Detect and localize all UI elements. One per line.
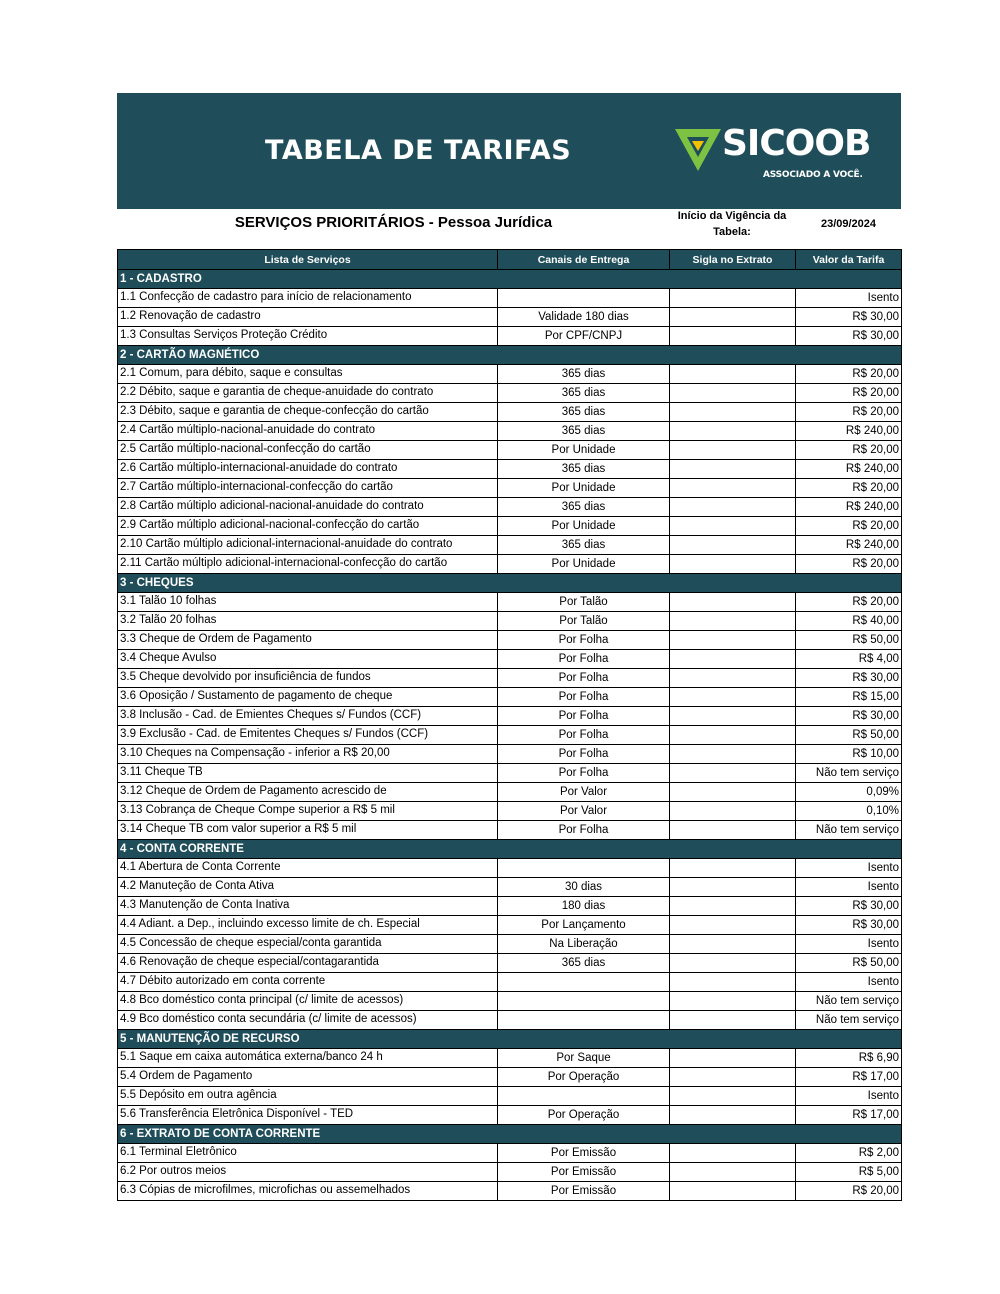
statement-code-cell [670,365,796,384]
service-name-cell: 2.2 Débito, saque e garantia de cheque-anuidade do contrato [118,384,498,403]
delivery-channel-cell: Por Folha [498,650,670,669]
service-name-cell: 6.2 Por outros meios [118,1163,498,1182]
tariff-value-cell: R$ 15,00 [796,688,902,707]
table-row [118,327,902,346]
table-row [118,916,902,935]
tariff-value-cell: Não tem serviço [796,1011,902,1030]
table-row [118,1106,902,1125]
table-row [118,650,902,669]
delivery-channel-cell: Por Folha [498,688,670,707]
service-name-cell: 5.1 Saque em caixa automática externa/banco 24 h [118,1049,498,1068]
delivery-channel-cell: 365 dias [498,384,670,403]
statement-code-cell [670,612,796,631]
table-row [118,1068,902,1087]
table-row [118,289,902,308]
statement-code-cell [670,327,796,346]
tariff-value-cell: R$ 10,00 [796,745,902,764]
service-name-cell: 3.12 Cheque de Ordem de Pagamento acrescido de [118,783,498,802]
tariff-value-cell: R$ 20,00 [796,384,902,403]
delivery-channel-cell: 365 dias [498,954,670,973]
section-header-row [118,270,902,289]
delivery-channel-cell: Por Folha [498,631,670,650]
table-row [118,935,902,954]
delivery-channel-cell: Por Valor [498,802,670,821]
table-row [118,669,902,688]
statement-code-cell [670,897,796,916]
statement-code-cell [670,384,796,403]
statement-code-cell [670,935,796,954]
statement-code-cell [670,308,796,327]
statement-code-cell [670,631,796,650]
delivery-channel-cell: Por Saque [498,1049,670,1068]
service-name-cell: 2.5 Cartão múltiplo-nacional-confecção do cartão [118,441,498,460]
service-name-cell: 2.1 Comum, para débito, saque e consultas [118,365,498,384]
delivery-channel-cell [498,289,670,308]
service-name-cell: 6.1 Terminal Eletrônico [118,1144,498,1163]
tariff-value-cell: Não tem serviço [796,764,902,783]
column-header-servicos: Lista de Serviços [118,250,498,270]
logo-tagline: ASSOCIADO A VOCÊ. [763,170,863,180]
tariff-value-cell: Isento [796,859,902,878]
service-name-cell: 2.4 Cartão múltiplo-nacional-anuidade do contrato [118,422,498,441]
delivery-channel-cell: Por Folha [498,669,670,688]
table-row [118,384,902,403]
delivery-channel-cell: Por CPF/CNPJ [498,327,670,346]
table-row [118,688,902,707]
service-name-cell: 2.7 Cartão múltiplo-internacional-confecção do cartão [118,479,498,498]
table-row [118,517,902,536]
tariff-value-cell: R$ 20,00 [796,593,902,612]
tariff-value-cell: R$ 50,00 [796,631,902,650]
service-name-cell: 1.3 Consultas Serviços Proteção Crédito [118,327,498,346]
section-header-row [118,346,902,365]
table-row [118,878,902,897]
tariff-value-cell: R$ 30,00 [796,327,902,346]
tariff-value-cell: R$ 30,00 [796,308,902,327]
service-name-cell: 3.6 Oposição / Sustamento de pagamento de cheque [118,688,498,707]
delivery-channel-cell [498,973,670,992]
service-name-cell: 4.5 Concessão de cheque especial/conta garantida [118,935,498,954]
tariff-value-cell: R$ 20,00 [796,555,902,574]
section-header-row [118,1030,902,1049]
table-row [118,726,902,745]
service-name-cell: 4.4 Adiant. a Dep., incluindo excesso limite de ch. Especial [118,916,498,935]
delivery-channel-cell: 365 dias [498,498,670,517]
statement-code-cell [670,555,796,574]
statement-code-cell [670,821,796,840]
delivery-channel-cell: 180 dias [498,897,670,916]
statement-code-cell [670,859,796,878]
table-row [118,612,902,631]
statement-code-cell [670,536,796,555]
service-name-cell: 4.2 Manuteção de Conta Ativa [118,878,498,897]
delivery-channel-cell: Por Folha [498,745,670,764]
table-row [118,555,902,574]
delivery-channel-cell: Por Emissão [498,1163,670,1182]
delivery-channel-cell [498,859,670,878]
statement-code-cell [670,992,796,1011]
statement-code-cell [670,764,796,783]
table-row [118,1182,902,1201]
delivery-channel-cell: Por Emissão [498,1144,670,1163]
service-name-cell: 3.3 Cheque de Ordem de Pagamento [118,631,498,650]
service-name-cell: 2.9 Cartão múltiplo adicional-nacional-confecção do cartão [118,517,498,536]
delivery-channel-cell: Por Unidade [498,441,670,460]
tariff-value-cell: Não tem serviço [796,821,902,840]
tariff-value-cell: R$ 30,00 [796,669,902,688]
section-title: 4 - CONTA CORRENTE [118,840,902,859]
tariff-value-cell: R$ 240,00 [796,536,902,555]
section-title: 2 - CARTÃO MAGNÉTICO [118,346,902,365]
delivery-channel-cell: Na Liberação [498,935,670,954]
statement-code-cell [670,498,796,517]
table-row [118,460,902,479]
service-name-cell: 5.6 Transferência Eletrônica Disponível - TED [118,1106,498,1125]
table-row [118,365,902,384]
tariff-value-cell: Isento [796,878,902,897]
statement-code-cell [670,517,796,536]
service-name-cell: 3.8 Inclusão - Cad. de Emientes Cheques s/ Fundos (CCF) [118,707,498,726]
tariff-value-cell: Isento [796,1087,902,1106]
section-title: 3 - CHEQUES [118,574,902,593]
statement-code-cell [670,593,796,612]
tariff-value-cell: 0,10% [796,802,902,821]
service-name-cell: 4.7 Débito autorizado em conta corrente [118,973,498,992]
delivery-channel-cell: 365 dias [498,365,670,384]
delivery-channel-cell: Por Operação [498,1068,670,1087]
service-name-cell: 3.5 Cheque devolvido por insuficiência de fundos [118,669,498,688]
service-name-cell: 4.8 Bco doméstico conta principal (c/ limite de acessos) [118,992,498,1011]
tariff-value-cell: R$ 20,00 [796,479,902,498]
tariff-value-cell: R$ 240,00 [796,422,902,441]
delivery-channel-cell: Por Talão [498,593,670,612]
table-row [118,441,902,460]
tariff-value-cell: R$ 17,00 [796,1106,902,1125]
service-name-cell: 2.11 Cartão múltiplo adicional-internacional-confecção do cartão [118,555,498,574]
tariff-value-cell: R$ 240,00 [796,460,902,479]
delivery-channel-cell: Por Unidade [498,555,670,574]
delivery-channel-cell: 365 dias [498,422,670,441]
statement-code-cell [670,441,796,460]
statement-code-cell [670,460,796,479]
service-name-cell: 3.14 Cheque TB com valor superior a R$ 5 mil [118,821,498,840]
statement-code-cell [670,1011,796,1030]
statement-code-cell [670,802,796,821]
table-subtitle: SERVIÇOS PRIORITÁRIOS - Pessoa Jurídica [234,214,553,231]
column-header-sigla: Sigla no Extrato [670,250,796,270]
delivery-channel-cell: 30 dias [498,878,670,897]
tariff-value-cell: R$ 20,00 [796,517,902,536]
table-row [118,536,902,555]
table-row [118,1087,902,1106]
service-name-cell: 3.11 Cheque TB [118,764,498,783]
section-header-row [118,840,902,859]
statement-code-cell [670,973,796,992]
statement-code-cell [670,916,796,935]
statement-code-cell [670,669,796,688]
tariff-value-cell: R$ 20,00 [796,403,902,422]
tariff-value-cell: Isento [796,289,902,308]
delivery-channel-cell: 365 dias [498,536,670,555]
tariff-value-cell: R$ 6,90 [796,1049,902,1068]
table-row [118,498,902,517]
table-row [118,802,902,821]
delivery-channel-cell: Por Folha [498,821,670,840]
logo-wordmark: SICOOB [722,123,871,164]
delivery-channel-cell: Por Folha [498,764,670,783]
service-name-cell: 4.6 Renovação de cheque especial/contagarantida [118,954,498,973]
tariff-value-cell: R$ 30,00 [796,707,902,726]
statement-code-cell [670,289,796,308]
statement-code-cell [670,954,796,973]
table-row [118,631,902,650]
service-name-cell: 1.2 Renovação de cadastro [118,308,498,327]
delivery-channel-cell: 365 dias [498,403,670,422]
table-row [118,954,902,973]
tariff-value-cell: R$ 20,00 [796,441,902,460]
table-row [118,764,902,783]
section-title: 5 - MANUTENÇÃO DE RECURSO [118,1030,902,1049]
section-title: 6 - EXTRATO DE CONTA CORRENTE [118,1125,902,1144]
delivery-channel-cell: Validade 180 dias [498,308,670,327]
table-row [118,1144,902,1163]
table-row [118,859,902,878]
statement-code-cell [670,783,796,802]
service-name-cell: 5.5 Depósito em outra agência [118,1087,498,1106]
tariff-value-cell: Isento [796,973,902,992]
service-name-cell: 3.10 Cheques na Compensação - inferior a R$ 20,00 [118,745,498,764]
statement-code-cell [670,726,796,745]
table-row [118,745,902,764]
statement-code-cell [670,1106,796,1125]
statement-code-cell [670,650,796,669]
table-row [118,707,902,726]
delivery-channel-cell: Por Folha [498,707,670,726]
tariff-value-cell: R$ 20,00 [796,1182,902,1201]
service-name-cell: 1.1 Confecção de cadastro para início de relacionamento [118,289,498,308]
table-row [118,897,902,916]
section-header-row [118,1125,902,1144]
table-row [118,479,902,498]
tariff-value-cell: R$ 30,00 [796,897,902,916]
statement-code-cell [670,688,796,707]
delivery-channel-cell: Por Lançamento [498,916,670,935]
section-title: 1 - CADASTRO [118,270,902,289]
tariff-value-cell: Isento [796,935,902,954]
service-name-cell: 2.10 Cartão múltiplo adicional-internacional-anuidade do contrato [118,536,498,555]
service-name-cell: 3.4 Cheque Avulso [118,650,498,669]
tariff-value-cell: R$ 20,00 [796,365,902,384]
delivery-channel-cell: Por Emissão [498,1182,670,1201]
statement-code-cell [670,1087,796,1106]
tariff-value-cell: R$ 240,00 [796,498,902,517]
statement-code-cell [670,1144,796,1163]
vigencia-label: Início da Vigência da Tabela: [677,210,787,238]
column-header-canais: Canais de Entrega [498,250,670,270]
statement-code-cell [670,422,796,441]
table-row [118,973,902,992]
table-row [118,992,902,1011]
delivery-channel-cell: 365 dias [498,460,670,479]
section-header-row [118,574,902,593]
column-header-valor: Valor da Tarifa [796,250,902,270]
tariff-value-cell: R$ 4,00 [796,650,902,669]
tariff-value-cell: R$ 30,00 [796,916,902,935]
statement-code-cell [670,1068,796,1087]
tariff-value-cell: R$ 5,00 [796,1163,902,1182]
tariff-value-cell: R$ 40,00 [796,612,902,631]
service-name-cell: 2.8 Cartão múltiplo adicional-nacional-anuidade do contrato [118,498,498,517]
service-name-cell: 6.3 Cópias de microfilmes, microfichas ou assemelhados [118,1182,498,1201]
tariff-table [117,249,902,1201]
table-row [118,1011,902,1030]
statement-code-cell [670,403,796,422]
table-row [118,821,902,840]
service-name-cell: 3.9 Exclusão - Cad. de Emitentes Cheques s/ Fundos (CCF) [118,726,498,745]
service-name-cell: 4.1 Abertura de Conta Corrente [118,859,498,878]
tariff-value-cell: R$ 50,00 [796,954,902,973]
table-row [118,1049,902,1068]
table-row [118,593,902,612]
table-row [118,422,902,441]
statement-code-cell [670,707,796,726]
vigencia-date: 23/09/2024 [820,218,877,230]
delivery-channel-cell [498,1011,670,1030]
service-name-cell: 5.4 Ordem de Pagamento [118,1068,498,1087]
service-name-cell: 3.2 Talão 20 folhas [118,612,498,631]
statement-code-cell [670,1182,796,1201]
table-row [118,403,902,422]
delivery-channel-cell [498,992,670,1011]
delivery-channel-cell: Por Unidade [498,479,670,498]
delivery-channel-cell: Por Talão [498,612,670,631]
tariff-value-cell: R$ 17,00 [796,1068,902,1087]
tariff-value-cell: Não tem serviço [796,992,902,1011]
delivery-channel-cell: Por Folha [498,726,670,745]
delivery-channel-cell: Por Valor [498,783,670,802]
delivery-channel-cell [498,1087,670,1106]
statement-code-cell [670,1049,796,1068]
sicoob-logo [675,125,875,181]
sicoob-logo-icon [675,127,721,173]
statement-code-cell [670,479,796,498]
delivery-channel-cell: Por Operação [498,1106,670,1125]
service-name-cell: 3.1 Talão 10 folhas [118,593,498,612]
table-header-row [118,250,902,270]
tariff-value-cell: R$ 2,00 [796,1144,902,1163]
page-title: TABELA DE TARIFAS [265,135,572,166]
service-name-cell: 2.6 Cartão múltiplo-internacional-anuidade do contrato [118,460,498,479]
tariff-value-cell: R$ 50,00 [796,726,902,745]
header-banner [117,93,901,209]
service-name-cell: 3.13 Cobrança de Cheque Compe superior a R$ 5 mil [118,802,498,821]
service-name-cell: 4.9 Bco doméstico conta secundária (c/ limite de acessos) [118,1011,498,1030]
tariff-value-cell: 0,09% [796,783,902,802]
statement-code-cell [670,878,796,897]
delivery-channel-cell: Por Unidade [498,517,670,536]
table-row [118,308,902,327]
table-row [118,783,902,802]
service-name-cell: 4.3 Manutenção de Conta Inativa [118,897,498,916]
statement-code-cell [670,745,796,764]
statement-code-cell [670,1163,796,1182]
service-name-cell: 2.3 Débito, saque e garantia de cheque-confecção do cartão [118,403,498,422]
table-row [118,1163,902,1182]
